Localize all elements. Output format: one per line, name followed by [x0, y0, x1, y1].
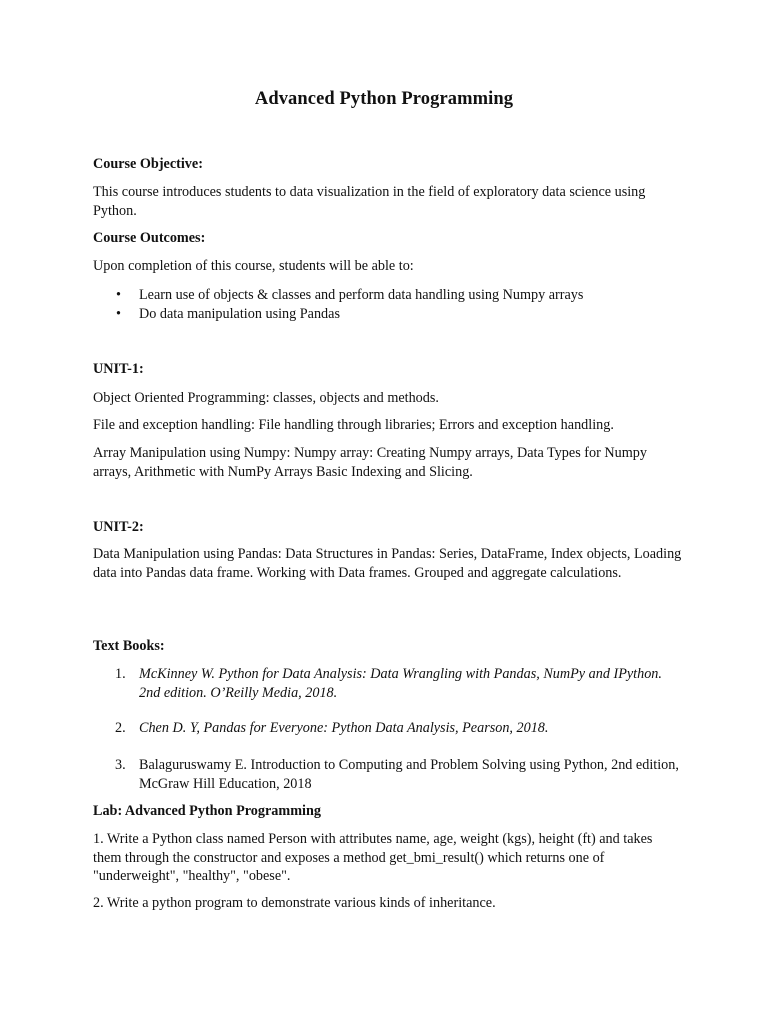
list-number: 3.	[115, 757, 126, 773]
list-number: 1.	[115, 666, 126, 682]
list-item	[93, 305, 683, 324]
textbook-citation: McKinney W. Python for Data Analysis: Data Wrangling with Pandas, NumPy and IPython. 2nd edition. O’Reilly Media, 2018.	[139, 666, 662, 701]
unit1-paragraph: File and exception handling: File handling through libraries; Errors and exception handling.	[93, 417, 614, 433]
unit1-paragraph: Object Oriented Programming: classes, objects and methods.	[93, 390, 439, 406]
textbooks-heading: Text Books:	[93, 638, 165, 654]
course-outcomes-heading: Course Outcomes:	[93, 230, 206, 246]
list-item	[93, 286, 683, 305]
lab-item: 1. Write a Python class named Person with attributes name, age, weight (kgs), height (ft) and takes them through the constructor and exposes a method get_bmi_result() which returns one of "underweight", "healthy", "obese".	[93, 831, 653, 884]
page-title: Advanced Python Programming	[254, 89, 514, 109]
list-item	[93, 756, 683, 793]
textbook-citation: Balaguruswamy E. Introduction to Computing and Problem Solving using Python, 2nd edition, McGraw Hill Education, 2018	[139, 757, 679, 792]
unit1-paragraph: Array Manipulation using Numpy: Numpy array: Creating Numpy arrays, Data Types for Numpy arrays, Arithmetic with NumPy Arrays Basic Indexing and Slicing.	[93, 445, 647, 480]
list-item	[93, 719, 683, 738]
unit1-heading: UNIT-1:	[93, 361, 144, 377]
textbook-citation: Chen D. Y, Pandas for Everyone: Python Data Analysis, Pearson, 2018.	[139, 720, 549, 736]
course-outcomes-list	[93, 286, 683, 323]
bullet-icon: •	[116, 287, 121, 303]
lab-item: 2. Write a python program to demonstrate various kinds of inheritance.	[93, 895, 496, 911]
bullet-icon: •	[116, 305, 121, 322]
list-item	[93, 665, 683, 702]
unit2-paragraph: Data Manipulation using Pandas: Data Structures in Pandas: Series, DataFrame, Index objects, Loading data into Pandas data frame. Working with Data frames. Grouped and aggregate calculations.	[93, 546, 682, 581]
list-number: 2.	[115, 720, 126, 736]
course-outcomes-intro: Upon completion of this course, students will be able to:	[93, 258, 414, 274]
course-objective-heading: Course Objective:	[93, 156, 203, 172]
unit2-heading: UNIT-2:	[93, 519, 144, 535]
outcome-text: Do data manipulation using Pandas	[139, 305, 340, 322]
course-objective-text: This course introduces students to data visualization in the field of exploratory data science using Python.	[93, 184, 646, 219]
lab-heading: Lab: Advanced Python Programming	[93, 803, 321, 819]
outcome-text: Learn use of objects & classes and perform data handling using Numpy arrays	[139, 287, 584, 303]
